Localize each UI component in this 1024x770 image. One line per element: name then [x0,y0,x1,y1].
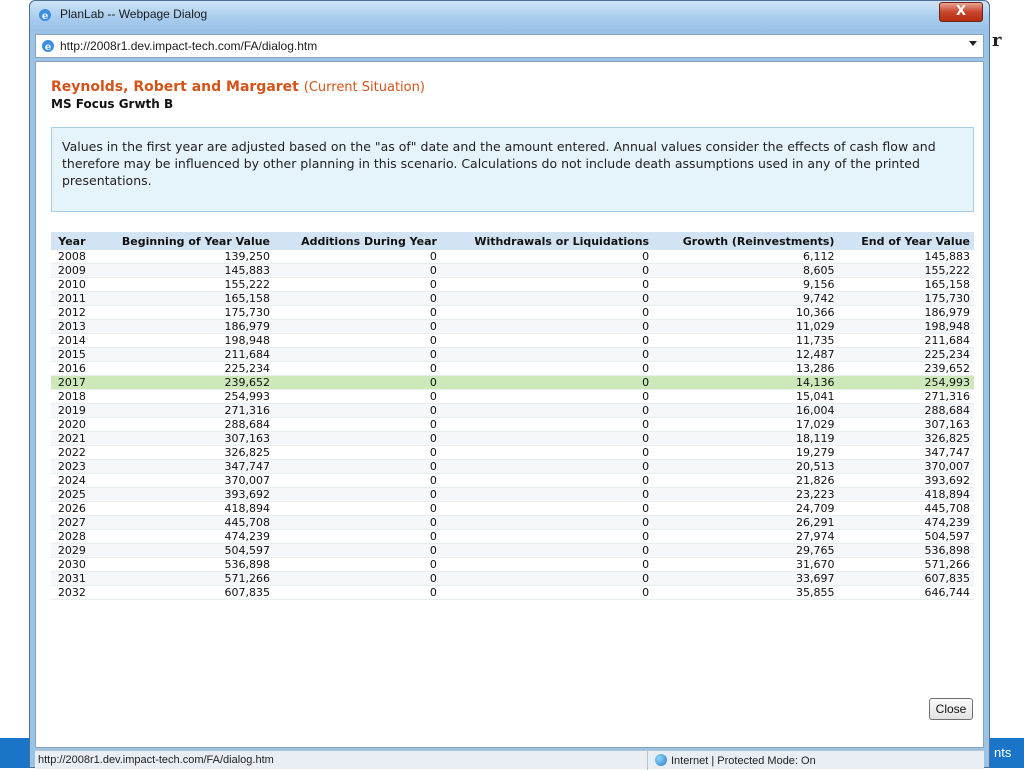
table-cell: 0 [274,544,441,558]
table-cell: 24,709 [653,502,838,516]
table-cell: 21,826 [653,474,838,488]
table-cell: 2028 [51,530,93,544]
table-row [51,264,974,278]
table-cell: 186,979 [93,320,274,334]
status-url: http://2008r1.dev.impact-tech.com/FA/dialog.htm [38,754,274,766]
table-cell: 0 [441,460,653,474]
table-cell: 0 [441,320,653,334]
table-row [51,250,974,264]
table-cell: 2017 [51,376,93,390]
table-cell: 370,007 [93,474,274,488]
table-cell: 254,993 [93,390,274,404]
table-row [51,418,974,432]
table-cell: 504,597 [93,544,274,558]
situation-label: (Current Situation) [303,80,425,95]
table-cell: 0 [441,250,653,264]
values-table [51,232,974,600]
table-cell: 0 [274,362,441,376]
table-cell: 2029 [51,544,93,558]
window-title: PlanLab -- Webpage Dialog [60,7,208,21]
security-zone[interactable] [655,754,816,767]
table-cell: 0 [274,572,441,586]
table-row [51,320,974,334]
table-cell: 29,765 [653,544,838,558]
table-cell: 0 [441,432,653,446]
table-cell: 0 [274,432,441,446]
table-cell: 0 [274,264,441,278]
table-cell: 2013 [51,320,93,334]
chevron-down-icon[interactable] [969,41,977,46]
table-cell: 0 [274,586,441,600]
table-cell: 0 [274,530,441,544]
table-cell: 175,730 [93,306,274,320]
table-cell: 0 [274,320,441,334]
table-cell: 225,234 [93,362,274,376]
table-cell: 198,948 [838,320,974,334]
table-cell: 23,223 [653,488,838,502]
ie-page-icon [41,39,55,53]
svg-text:e: e [41,11,49,22]
table-cell: 2022 [51,446,93,460]
client-name-text: Reynolds, Robert and Margaret [51,79,299,95]
table-cell: 9,742 [653,292,838,306]
table-cell: 0 [274,558,441,572]
table-cell: 145,883 [838,250,974,264]
table-cell: 0 [441,306,653,320]
table-row [51,404,974,418]
table-cell: 11,029 [653,320,838,334]
table-row [51,474,974,488]
column-header: Withdrawals or Liquidations [441,232,653,250]
table-cell: 0 [274,516,441,530]
table-cell: 165,158 [93,292,274,306]
table-row [51,460,974,474]
table-cell: 2014 [51,334,93,348]
table-cell: 2026 [51,502,93,516]
table-row [51,376,974,390]
table-cell: 0 [441,390,653,404]
table-cell: 2012 [51,306,93,320]
dialog-content [35,61,984,748]
table-cell: 15,041 [653,390,838,404]
table-cell: 175,730 [838,292,974,306]
column-header: Year [51,232,93,250]
table-cell: 0 [441,530,653,544]
table-row [51,432,974,446]
window-close-button[interactable]: X [939,2,983,22]
table-cell: 0 [441,376,653,390]
table-row [51,278,974,292]
table-cell: 0 [274,348,441,362]
table-cell: 571,266 [838,558,974,572]
table-cell: 0 [441,544,653,558]
table-cell: 393,692 [838,474,974,488]
table-cell: 19,279 [653,446,838,460]
table-cell: 26,291 [653,516,838,530]
table-cell: 2008 [51,250,93,264]
table-cell: 271,316 [93,404,274,418]
table-cell: 2031 [51,572,93,586]
table-cell: 288,684 [838,404,974,418]
table-cell: 0 [274,306,441,320]
table-cell: 16,004 [653,404,838,418]
background-page-bar-right: nts [990,738,1024,768]
table-cell: 607,835 [838,572,974,586]
table-cell: 0 [441,586,653,600]
zone-text: Internet | Protected Mode: On [671,755,816,767]
table-row [51,488,974,502]
table-cell: 31,670 [653,558,838,572]
table-cell: 155,222 [838,264,974,278]
table-row [51,306,974,320]
table-cell: 0 [441,474,653,488]
table-cell: 2025 [51,488,93,502]
status-bar [35,750,984,769]
table-cell: 2030 [51,558,93,572]
table-cell: 0 [441,362,653,376]
table-cell: 239,652 [93,376,274,390]
client-name [51,79,425,95]
table-cell: 186,979 [838,306,974,320]
table-cell: 17,029 [653,418,838,432]
table-cell: 445,708 [93,516,274,530]
table-cell: 2015 [51,348,93,362]
table-cell: 0 [274,502,441,516]
table-cell: 165,158 [838,278,974,292]
table-cell: 0 [441,516,653,530]
table-cell: 326,825 [93,446,274,460]
table-cell: 2023 [51,460,93,474]
svg-text:e: e [44,42,52,53]
table-cell: 504,597 [838,530,974,544]
table-cell: 0 [441,404,653,418]
table-cell: 326,825 [838,432,974,446]
table-cell: 0 [274,278,441,292]
table-cell: 0 [441,502,653,516]
table-cell: 254,993 [838,376,974,390]
table-cell: 10,366 [653,306,838,320]
table-cell: 2032 [51,586,93,600]
table-cell: 2021 [51,432,93,446]
table-cell: 0 [441,572,653,586]
table-row [51,348,974,362]
background-page-text: r [992,30,1002,51]
table-row [51,572,974,586]
table-cell: 474,239 [93,530,274,544]
table-header-row [51,232,974,250]
title-bar[interactable] [30,1,989,31]
table-cell: 271,316 [838,390,974,404]
table-cell: 13,286 [653,362,838,376]
table-row [51,446,974,460]
table-cell: 0 [274,488,441,502]
table-cell: 2019 [51,404,93,418]
table-cell: 0 [441,418,653,432]
table-cell: 0 [441,488,653,502]
table-cell: 347,747 [838,446,974,460]
table-cell: 418,894 [93,502,274,516]
table-cell: 536,898 [838,544,974,558]
table-cell: 474,239 [838,516,974,530]
table-cell: 9,156 [653,278,838,292]
column-header: Additions During Year [274,232,441,250]
table-cell: 0 [274,334,441,348]
table-cell: 11,735 [653,334,838,348]
table-cell: 0 [274,292,441,306]
table-cell: 536,898 [93,558,274,572]
table-cell: 0 [274,404,441,418]
close-button[interactable]: Close [929,698,973,720]
table-cell: 393,692 [93,488,274,502]
table-cell: 18,119 [653,432,838,446]
table-cell: 571,266 [93,572,274,586]
table-cell: 0 [274,446,441,460]
table-cell: 347,747 [93,460,274,474]
table-cell: 8,605 [653,264,838,278]
table-cell: 145,883 [93,264,274,278]
table-row [51,502,974,516]
table-cell: 2009 [51,264,93,278]
table-cell: 0 [441,348,653,362]
table-cell: 0 [441,264,653,278]
table-cell: 27,974 [653,530,838,544]
table-row [51,362,974,376]
info-box [51,127,974,212]
table-cell: 607,835 [93,586,274,600]
dialog-window [29,0,990,768]
table-cell: 0 [441,446,653,460]
table-cell: 239,652 [838,362,974,376]
table-cell: 0 [441,278,653,292]
table-cell: 288,684 [93,418,274,432]
table-cell: 0 [274,460,441,474]
table-cell: 2016 [51,362,93,376]
table-cell: 2024 [51,474,93,488]
ie-icon [38,8,52,22]
table-row [51,586,974,600]
table-row [51,544,974,558]
table-cell: 0 [274,390,441,404]
table-cell: 646,744 [838,586,974,600]
column-header: Beginning of Year Value [93,232,274,250]
table-cell: 0 [441,558,653,572]
table-cell: 307,163 [93,432,274,446]
table-cell: 0 [274,376,441,390]
table-cell: 198,948 [93,334,274,348]
table-cell: 2020 [51,418,93,432]
table-row [51,390,974,404]
table-cell: 0 [441,334,653,348]
table-cell: 2011 [51,292,93,306]
table-cell: 2018 [51,390,93,404]
table-cell: 445,708 [838,502,974,516]
table-cell: 211,684 [838,334,974,348]
table-cell: 20,513 [653,460,838,474]
table-cell: 0 [441,292,653,306]
table-cell: 211,684 [93,348,274,362]
table-row [51,334,974,348]
table-cell: 14,136 [653,376,838,390]
table-cell: 0 [274,250,441,264]
table-cell: 0 [274,474,441,488]
table-cell: 12,487 [653,348,838,362]
table-cell: 225,234 [838,348,974,362]
table-row [51,292,974,306]
table-row [51,558,974,572]
table-cell: 2010 [51,278,93,292]
status-divider [647,751,648,770]
table-row [51,530,974,544]
table-cell: 0 [274,418,441,432]
table-row [51,516,974,530]
table-cell: 418,894 [838,488,974,502]
table-cell: 307,163 [838,418,974,432]
table-cell: 155,222 [93,278,274,292]
table-cell: 370,007 [838,460,974,474]
table-cell: 139,250 [93,250,274,264]
scenario-name: MS Focus Grwth B [51,97,174,111]
table-cell: 6,112 [653,250,838,264]
column-header: Growth (Reinvestments) [653,232,838,250]
address-url: http://2008r1.dev.impact-tech.com/FA/dialog.htm [60,39,318,53]
table-cell: 35,855 [653,586,838,600]
column-header: End of Year Value [838,232,974,250]
address-bar[interactable] [35,34,984,58]
table-cell: 33,697 [653,572,838,586]
globe-icon [655,754,667,766]
table-cell: 2027 [51,516,93,530]
info-text: Values in the first year are adjusted based on the "as of" date and the amount entered. Annual values consider the effects of cash flow and therefore may be influenced by other planning in this scenario. Calculations do not include death assumptions used in any of the printed presentations. [62,139,936,188]
